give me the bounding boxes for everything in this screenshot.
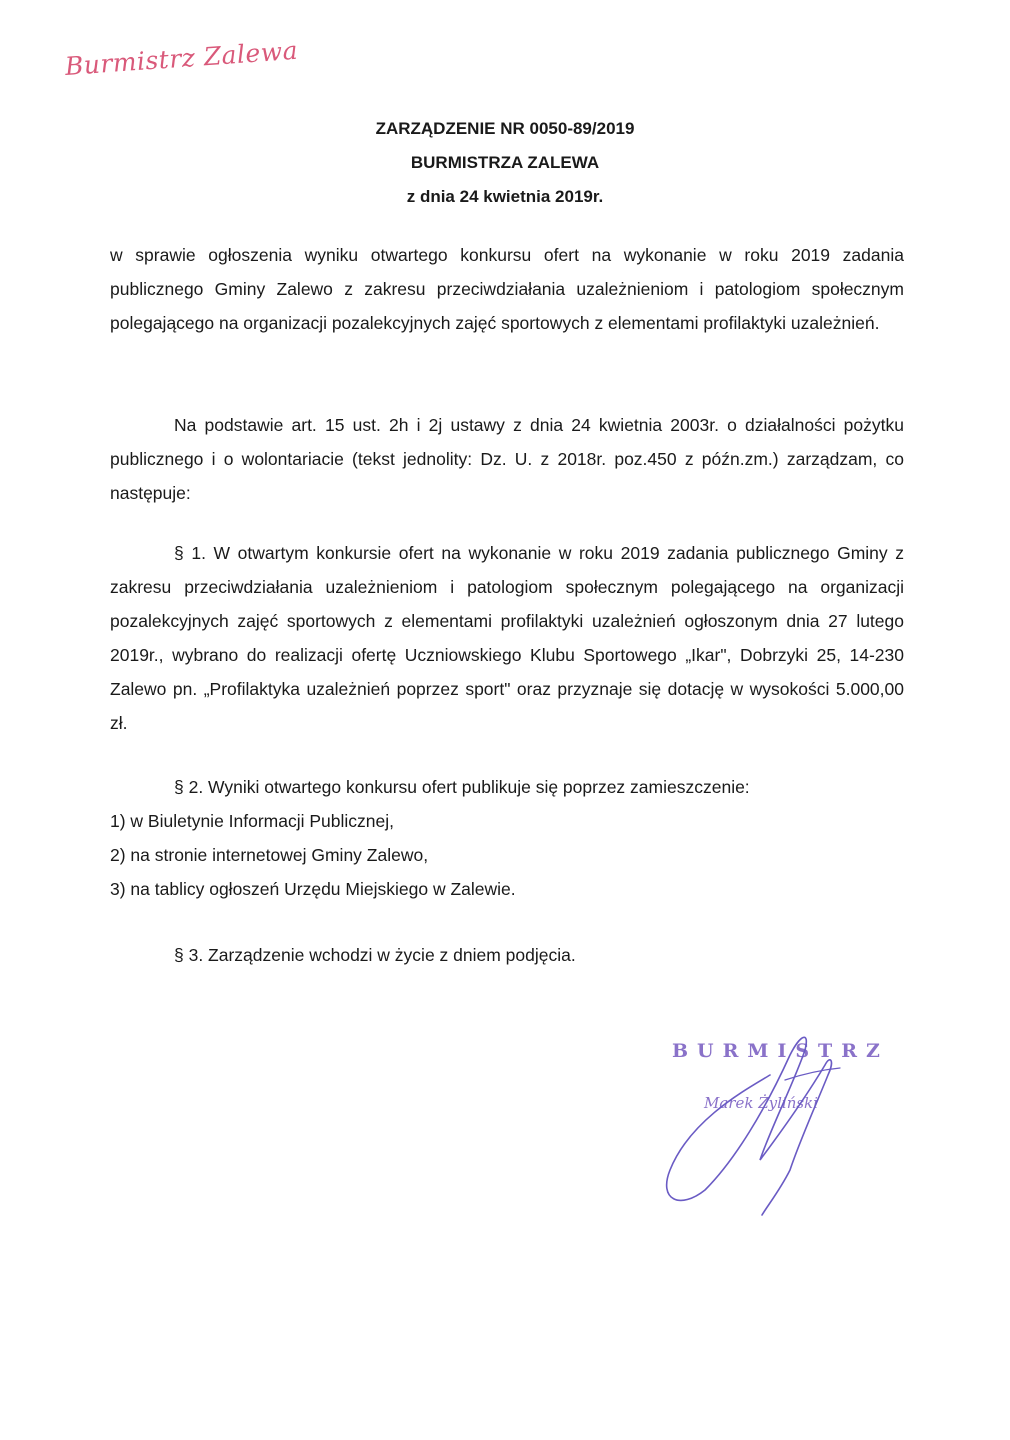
section-3-paragraph: § 3. Zarządzenie wchodzi w życie z dniem podjęcia. — [174, 945, 576, 965]
legal-basis-paragraph: Na podstawie art. 15 ust. 2h i 2j ustawy z dnia 24 kwietnia 2003r. o działalności pożytku publicznego i o wolontariacie (tekst jednolity: Dz. U. z 2018r. poz.450 z późn.zm.) zarządzam, co następuje: — [110, 415, 904, 503]
title-number: ZARZĄDZENIE NR 0050-89/2019 — [375, 119, 635, 138]
title-date: z dnia 24 kwietnia 2019r. — [406, 187, 604, 206]
title-issuer: BURMISTRZA ZALEWA — [410, 153, 600, 172]
section-2-intro: § 2. Wyniki otwartego konkursu ofert publikuje się poprzez zamieszczenie: — [174, 777, 750, 797]
subject-paragraph: w sprawie ogłoszenia wyniku otwartego konkursu ofert na wykonanie w roku 2019 zadania publicznego Gminy Zalewo z zakresu przeciwdziałania uzależnieniom i patologiom społecznym polegającego na organizacji pozalekcyjnych zajęć sportowych z elementami profilaktyki uzależnień. — [110, 245, 904, 333]
section-1-paragraph: § 1. W otwartym konkursie ofert na wykonanie w roku 2019 zadania publicznego Gminy z zakresu przeciwdziałania uzależnieniom i patologiom społecznym polegającego na organizacji pozalekcyjnych zajęć sportowych z elementami profilaktyki uzależnień ogłoszonym dnia 27 lutego 2019r., wybrano do realizacji ofertę Uczniowskiego Klubu Sportowego „Ikar", Dobrzyki 25, 14-230 Zalewo pn. „Profilaktyka uzależnień poprzez sport" oraz przyznaje się dotację w wysokości 5.000,00 zł. — [110, 543, 904, 733]
section-2-item-2: 2) na stronie internetowej Gminy Zalewo, — [110, 845, 429, 865]
signature-title: BURMISTRZ — [672, 1040, 889, 1062]
handwritten-signature-icon — [650, 1020, 890, 1220]
header-stamp: Burmistrz Zalewa — [63, 35, 299, 81]
section-2-item-1: 1) w Biuletynie Informacji Publicznej, — [110, 811, 395, 831]
signature-name: Marek Żyliński — [704, 1094, 818, 1112]
document-title — [0, 112, 1010, 214]
signature-stamp — [650, 1020, 890, 1220]
section-2-item-3: 3) na tablicy ogłoszeń Urzędu Miejskiego w Zalewie. — [110, 879, 516, 899]
